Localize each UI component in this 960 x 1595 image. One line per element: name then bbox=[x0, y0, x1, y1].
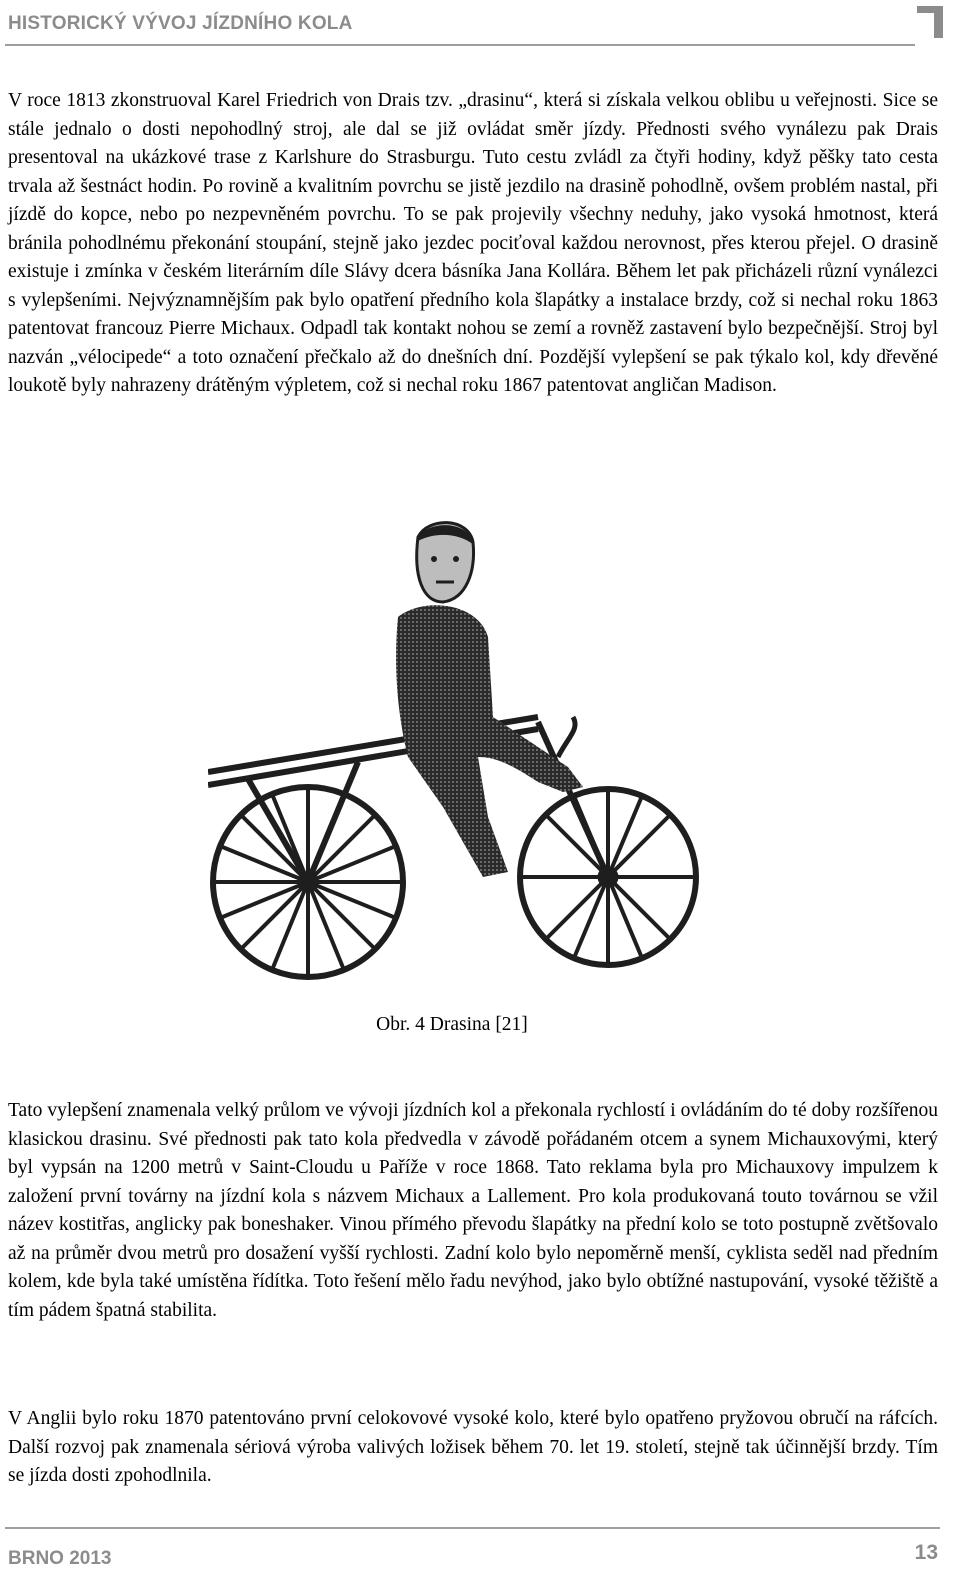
body-paragraph-3: V Anglii bylo roku 1870 patentováno první celokovové vysoké kolo, které bylo opatřeno pryžovou obručí na ráfcích. Další rozvoj pak znamenala sériová výroba valivých ložisek během 70. let 19. století, stejně tak účinnější brzdy. Tím se jízda dosti zpohodlnila. bbox=[8, 1408, 938, 1486]
body-paragraph-2: Tato vylepšení znamenala velký průlom ve vývoji jízdních kol a překonala rychlostí i ovládáním do té doby rozšířenou klasickou drasinu. Své přednosti pak tato kola předvedla v závodě pořádaném otcem a synem Michauxovými, který byl vypsán na 1200 metrů v Saint-Cloudu u Paříže v roce 1868. Tato reklama byla pro Michauxovy impulzem k založení první továrny na jízdní kola s názvem Michaux a Lallement. Pro kola produkovaná touto továrnou se vžil název kostitřas, anglicky pak boneshaker. Vinou přímého převodu šlapátky na přední kolo se toto postupně zvětšovalo až na průměr dvou metrů pro dosažení vyšší rychlosti. Zadní kolo bylo nepoměrně menší, cyklista seděl nad předním kolem, kde byla také umístěna řídítka. Toto řešení mělo řadu nevýhod, jako bylo obtížné nastupování, vysoké těžiště a tím pádem špatná stabilita. bbox=[8, 1100, 938, 1321]
footer-location-year: BRNO 2013 bbox=[8, 1548, 112, 1569]
body-paragraph-1: V roce 1813 zkonstruoval Karel Friedrich von Drais tzv. „drasinu“, která si získala velkou oblibu u veřejnosti. Sice se stále jednalo o dosti nepohodlný stroj, ale dal se již ovládat směr jízdy. Přednosti svého vynálezu pak Drais presentoval na ukázkové trase z Karlshure do Strasburgu. Tuto cestu zvládl za čtyři hodiny, když pěšky tato cesta trvala až šestnáct hodin. Po rovině a kvalitním povrchu se jistě jezdilo na drasině pohodlně, ovšem problém nastal, při jízdě do kopce, nebo po nezpevněném povrchu. To se pak projevily všechny neduhy, jako vysoká hmotnost, která bránila pohodlnému překonání stoupání, stejně jako jezdec pociťoval každou nerovnost, přes kterou přejel. O drasině existuje i zmínka v českém literárním díle Slávy dcera básníka Jana Kollára. Během let pak přicházeli různí vynálezci s vylepšeními. Nejvýznamnějším pak bylo opatření předního kola šlapátky a instalace brzdy, což si nechal roku 1863 patentovat francouz Pierre Michaux. Odpadl tak kontakt nohou se zemí a rovněž zastavení bylo bezpečnější. Stroj byl nazván „vélocipede“ a toto označení přečkalo až do dnešních dní. Pozdější vylepšení se pak týkalo kol, kdy dřevěné loukotě byly nahrazeny drátěným výpletem, což si nechal roku 1867 patentovat angličan Madison. bbox=[8, 90, 938, 396]
corner-bracket-icon bbox=[917, 6, 943, 38]
figure-caption: Obr. 4 Drasina [21] bbox=[376, 1014, 528, 1035]
page-number: 13 bbox=[914, 1541, 938, 1564]
page-header bbox=[0, 0, 960, 46]
drasina-illustration bbox=[208, 517, 711, 992]
header-rule bbox=[5, 44, 915, 46]
header-title: HISTORICKÝ VÝVOJ JÍZDNÍHO KOLA bbox=[8, 13, 353, 34]
footer-rule bbox=[5, 1527, 940, 1529]
drasina-figure bbox=[208, 517, 711, 992]
